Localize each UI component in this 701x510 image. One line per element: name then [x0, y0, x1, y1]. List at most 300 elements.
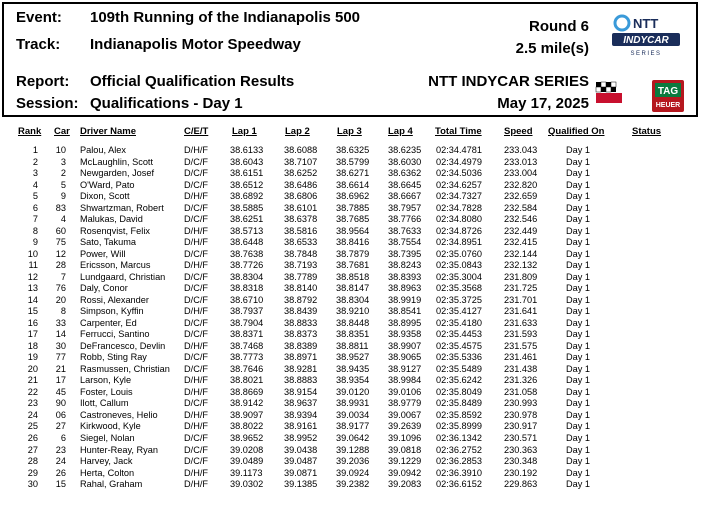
- cell-rank: 7: [32, 214, 38, 225]
- cell-qualified: Day 1: [566, 467, 591, 478]
- cell-total: 02:34.4979: [436, 156, 482, 167]
- cell-total: 02:36.2853: [436, 456, 482, 467]
- cell-driver: Rasmussen, Christian: [80, 363, 170, 374]
- cell-lap1: 38.7638: [230, 248, 264, 259]
- cell-cet: D/H/F: [184, 409, 208, 420]
- cell-cet: D/H/F: [184, 237, 208, 248]
- cell-speed: 230.192: [504, 467, 538, 478]
- event-name: 109th Running of the Indianapolis 500: [90, 9, 361, 26]
- cell-driver: Daly, Conor: [80, 283, 128, 294]
- cell-lap4: 38.6667: [388, 191, 422, 202]
- cell-total: 02:36.2752: [436, 444, 482, 455]
- col-lap4: Lap 4: [388, 126, 413, 137]
- tag-logo-text: TAG: [657, 86, 679, 97]
- cell-qualified: Day 1: [566, 433, 591, 443]
- cell-speed: 232.584: [504, 202, 538, 213]
- cell-driver: Ilott, Callum: [80, 398, 129, 409]
- cell-lap3: 38.7885: [336, 202, 370, 213]
- cell-total: 02:35.3725: [436, 294, 482, 305]
- cell-rank: 2: [32, 156, 38, 167]
- col-car: Car: [54, 126, 70, 137]
- cell-cet: D/H/F: [184, 260, 208, 271]
- cell-cet: D/C/F: [184, 444, 208, 455]
- cell-qualified: Day 1: [566, 386, 591, 397]
- cell-lap4: 38.9065: [388, 352, 422, 363]
- cell-speed: 231.725: [504, 283, 538, 294]
- cell-car: 33: [55, 317, 66, 328]
- cell-driver: Ericsson, Marcus: [80, 260, 151, 271]
- track-label: Track:: [16, 36, 61, 53]
- cell-speed: 231.575: [504, 340, 538, 351]
- cell-speed: 231.058: [504, 386, 538, 397]
- cell-lap1: 39.0208: [230, 444, 264, 455]
- cell-lap1: 38.9652: [230, 433, 264, 443]
- cell-lap4: 39.0942: [388, 467, 422, 478]
- table-row: [0, 456, 701, 468]
- cell-qualified: Day 1: [566, 214, 591, 225]
- cell-rank: 8: [32, 225, 38, 236]
- cell-lap2: 38.8140: [284, 283, 318, 294]
- cell-rank: 18: [27, 340, 38, 351]
- cell-total: 02:35.4127: [436, 306, 482, 317]
- cell-lap1: 38.5713: [230, 225, 264, 236]
- cell-lap2: 38.9394: [284, 409, 318, 420]
- cell-lap2: 38.5816: [284, 225, 318, 236]
- cell-lap2: 38.6088: [284, 145, 318, 155]
- cell-total: 02:34.4781: [436, 145, 482, 155]
- cell-lap2: 38.7193: [284, 260, 318, 271]
- cell-lap2: 39.0487: [284, 456, 318, 467]
- cell-driver: Rosenqvist, Felix: [80, 225, 150, 236]
- cell-cet: D/H/F: [184, 375, 208, 386]
- cell-rank: 28: [27, 456, 38, 467]
- cell-lap3: 38.8448: [336, 317, 370, 328]
- cell-lap4: 38.8393: [388, 271, 422, 282]
- cell-qualified: Day 1: [566, 409, 591, 420]
- cell-car: 77: [55, 352, 66, 363]
- cell-rank: 15: [27, 306, 38, 317]
- cell-lap1: 39.0302: [230, 479, 264, 490]
- cell-driver: DeFrancesco, Devlin: [80, 340, 166, 351]
- table-row: [0, 329, 701, 341]
- cell-lap4: 38.9358: [388, 329, 422, 340]
- cell-lap1: 38.6448: [230, 237, 264, 248]
- cell-speed: 229.863: [504, 479, 538, 490]
- cell-qualified: Day 1: [566, 168, 591, 179]
- table-row: [0, 214, 701, 226]
- cell-qualified: Day 1: [566, 145, 591, 155]
- cell-lap3: 38.6325: [336, 145, 370, 155]
- cell-qualified: Day 1: [566, 421, 591, 432]
- cell-lap2: 38.7789: [284, 271, 318, 282]
- cell-driver: Harvey, Jack: [80, 456, 133, 467]
- cell-lap3: 39.0120: [336, 386, 370, 397]
- cell-car: 8: [60, 306, 66, 317]
- cell-speed: 231.438: [504, 363, 538, 374]
- cell-cet: D/C/F: [184, 214, 208, 225]
- cell-lap1: 38.8669: [230, 386, 264, 397]
- table-row: [0, 341, 701, 353]
- cell-lap4: 38.6030: [388, 156, 422, 167]
- cell-lap2: 38.8971: [284, 352, 318, 363]
- cell-driver: Carpenter, Ed: [80, 317, 137, 328]
- cell-cet: D/C/F: [184, 317, 208, 328]
- cell-lap1: 38.6151: [230, 168, 264, 179]
- cell-car: 2: [60, 168, 66, 179]
- cell-car: 26: [55, 467, 66, 478]
- table-row: [0, 398, 701, 410]
- cell-cet: D/C/F: [184, 283, 208, 294]
- cell-car: 20: [55, 294, 66, 305]
- cell-cet: D/H/F: [184, 340, 208, 351]
- cell-lap2: 38.9637: [284, 398, 318, 409]
- cell-rank: 6: [32, 202, 38, 213]
- cell-lap3: 38.8518: [336, 271, 370, 282]
- cell-lap4: 39.2639: [388, 421, 422, 432]
- cell-lap3: 39.1288: [336, 444, 370, 455]
- cell-total: 02:34.7327: [436, 191, 482, 202]
- cell-total: 02:35.4453: [436, 329, 482, 340]
- cell-total: 02:35.8999: [436, 421, 482, 432]
- cell-lap3: 38.6271: [336, 168, 370, 179]
- cell-lap4: 38.7554: [388, 237, 422, 248]
- cell-lap3: 38.9210: [336, 306, 370, 317]
- cell-total: 02:35.0760: [436, 248, 482, 259]
- cell-rank: 10: [27, 248, 38, 259]
- cell-rank: 20: [27, 363, 38, 374]
- cell-lap4: 38.9779: [388, 398, 422, 409]
- col-total-time: Total Time: [435, 126, 482, 137]
- cell-lap1: 38.7937: [230, 306, 264, 317]
- cell-car: 83: [55, 202, 66, 213]
- cell-driver: Kirkwood, Kyle: [80, 421, 141, 432]
- cell-car: 3: [60, 156, 66, 167]
- cell-total: 02:35.8592: [436, 409, 482, 420]
- cell-qualified: Day 1: [566, 191, 591, 202]
- cell-rank: 5: [32, 191, 38, 202]
- cell-lap4: 39.1096: [388, 433, 422, 443]
- cell-qualified: Day 1: [566, 375, 591, 386]
- table-row: [0, 272, 701, 284]
- cell-total: 02:35.3568: [436, 283, 482, 294]
- cell-lap3: 38.7879: [336, 248, 370, 259]
- table-row: [0, 226, 701, 238]
- cell-driver: Foster, Louis: [80, 386, 133, 397]
- cell-qualified: Day 1: [566, 456, 591, 467]
- cell-lap4: 38.8963: [388, 283, 422, 294]
- cell-lap4: 39.0818: [388, 444, 422, 455]
- cell-cet: D/C/F: [184, 329, 208, 340]
- cell-lap2: 38.6252: [284, 168, 318, 179]
- cell-lap2: 38.6378: [284, 214, 318, 225]
- cell-lap1: 39.1173: [230, 467, 263, 478]
- cell-lap4: 39.0106: [388, 386, 422, 397]
- cell-car: 28: [55, 260, 66, 271]
- cell-speed: 232.546: [504, 214, 538, 225]
- cell-total: 02:34.8726: [436, 225, 482, 236]
- cell-speed: 233.043: [504, 145, 538, 155]
- cell-lap1: 38.6043: [230, 156, 264, 167]
- cell-lap1: 38.9097: [230, 409, 264, 420]
- cell-car: 75: [55, 237, 66, 248]
- cell-lap2: 38.6533: [284, 237, 318, 248]
- cell-lap3: 38.8811: [336, 340, 369, 351]
- cell-driver: Hunter-Reay, Ryan: [80, 444, 158, 455]
- cell-total: 02:35.8489: [436, 398, 482, 409]
- cell-qualified: Day 1: [566, 271, 591, 282]
- cell-total: 02:35.5336: [436, 352, 482, 363]
- cell-total: 02:35.4575: [436, 340, 482, 351]
- cell-rank: 13: [27, 283, 38, 294]
- cell-lap2: 38.8883: [284, 375, 318, 386]
- cell-lap2: 38.7848: [284, 248, 318, 259]
- cell-cet: D/C/F: [184, 271, 208, 282]
- cell-lap1: 38.6133: [230, 145, 264, 155]
- cell-rank: 9: [32, 237, 38, 248]
- ntt-indycar-logo: [608, 12, 684, 62]
- cell-lap2: 38.7107: [284, 156, 318, 167]
- cell-lap1: 38.6710: [230, 294, 264, 305]
- cell-lap4: 38.7395: [388, 248, 422, 259]
- table-row: [0, 203, 701, 215]
- cell-lap4: 39.0067: [388, 409, 422, 420]
- col-lap2: Lap 2: [285, 126, 310, 137]
- cell-speed: 231.809: [504, 271, 538, 282]
- cell-total: 02:36.3910: [436, 467, 482, 478]
- cell-total: 02:35.0843: [436, 260, 482, 271]
- cell-lap4: 38.8995: [388, 317, 422, 328]
- cell-rank: 22: [27, 386, 38, 397]
- cell-lap3: 38.6614: [336, 179, 370, 190]
- table-row: [0, 237, 701, 249]
- cell-speed: 231.593: [504, 329, 538, 340]
- cell-driver: Herta, Colton: [80, 467, 135, 478]
- tag-heuer-logo: [652, 80, 684, 112]
- cell-rank: 11: [28, 260, 38, 271]
- cell-qualified: Day 1: [566, 317, 591, 328]
- col-driver: Driver Name: [80, 126, 136, 137]
- cell-qualified: Day 1: [566, 329, 591, 340]
- cell-speed: 230.348: [504, 456, 538, 467]
- cell-rank: 3: [32, 168, 38, 179]
- cell-driver: Siegel, Nolan: [80, 433, 135, 443]
- col-qualified-on: Qualified On: [548, 126, 605, 137]
- cell-cet: D/C/F: [184, 456, 208, 467]
- cell-lap1: 38.8022: [230, 421, 264, 432]
- indycar-logo-text: INDYCAR: [623, 35, 669, 46]
- cell-lap2: 39.0438: [284, 444, 318, 455]
- cell-lap4: 38.8243: [388, 260, 422, 271]
- cell-lap3: 38.9564: [336, 225, 370, 236]
- cell-total: 02:35.4180: [436, 317, 482, 328]
- cell-lap1: 38.7904: [230, 317, 264, 328]
- cell-speed: 232.820: [504, 179, 538, 190]
- cell-cet: D/H/F: [184, 421, 208, 432]
- cell-cet: D/H/F: [184, 467, 208, 478]
- session-name: Qualifications - Day 1: [90, 95, 243, 112]
- cell-speed: 232.415: [504, 237, 538, 248]
- cell-lap3: 38.9931: [336, 398, 370, 409]
- cell-lap4: 38.6362: [388, 168, 422, 179]
- cell-lap3: 39.0034: [336, 409, 370, 420]
- table-row: [0, 433, 701, 445]
- cell-qualified: Day 1: [566, 202, 591, 213]
- cell-lap2: 38.8439: [284, 306, 318, 317]
- cell-total: 02:35.3004: [436, 271, 482, 282]
- cell-driver: Rahal, Graham: [80, 479, 143, 490]
- cell-speed: 231.633: [504, 317, 538, 328]
- cell-lap2: 38.6101: [284, 202, 318, 213]
- table-row: [0, 410, 701, 422]
- cell-lap2: 38.8389: [284, 340, 318, 351]
- cell-lap1: 38.9142: [230, 398, 264, 409]
- cell-speed: 232.144: [504, 248, 538, 259]
- cell-total: 02:36.6152: [436, 479, 482, 490]
- cell-total: 02:34.8951: [436, 237, 482, 248]
- cell-qualified: Day 1: [566, 248, 591, 259]
- cell-speed: 230.917: [504, 421, 538, 432]
- cell-qualified: Day 1: [566, 306, 591, 317]
- table-row: [0, 375, 701, 387]
- cell-rank: 14: [27, 294, 38, 305]
- col-status: Status: [632, 126, 662, 137]
- cell-lap2: 38.8833: [284, 317, 318, 328]
- cell-rank: 12: [27, 271, 38, 282]
- track-name: Indianapolis Motor Speedway: [90, 36, 301, 53]
- cell-lap3: 39.2036: [336, 456, 370, 467]
- cell-total: 02:34.7828: [436, 202, 482, 213]
- cell-car: 9: [60, 191, 66, 202]
- cell-car: 6: [60, 433, 66, 443]
- cell-lap3: 39.0642: [336, 433, 370, 443]
- cell-car: 24: [55, 456, 66, 467]
- cell-total: 02:35.5489: [436, 363, 482, 374]
- cell-lap4: 38.9907: [388, 340, 422, 351]
- table-row: [0, 352, 701, 364]
- cell-lap3: 38.8351: [336, 329, 370, 340]
- cell-qualified: Day 1: [566, 294, 591, 305]
- session-label: Session:: [16, 95, 79, 112]
- cell-driver: Robb, Sting Ray: [80, 352, 147, 363]
- cell-lap1: 38.8318: [230, 283, 264, 294]
- track-distance: 2.5 mile(s): [515, 40, 589, 57]
- table-row: [0, 191, 701, 203]
- cell-driver: Malukas, David: [80, 214, 143, 225]
- event-label: Event:: [16, 9, 62, 26]
- cell-car: 5: [60, 179, 66, 190]
- cell-rank: 27: [27, 444, 38, 455]
- table-row: [0, 157, 701, 169]
- cell-lap1: 39.0489: [230, 456, 264, 467]
- cell-speed: 233.004: [504, 168, 538, 179]
- cell-car: 90: [55, 398, 66, 409]
- cell-lap3: 38.8304: [336, 294, 370, 305]
- table-row: [0, 180, 701, 192]
- cell-car: 60: [55, 225, 66, 236]
- cell-speed: 230.978: [504, 409, 538, 420]
- cell-cet: D/C/F: [184, 156, 208, 167]
- report-name: Official Qualification Results: [90, 73, 295, 90]
- cell-speed: 233.013: [504, 156, 538, 167]
- cell-qualified: Day 1: [566, 225, 591, 236]
- cell-driver: Rossi, Alexander: [80, 294, 149, 305]
- cell-cet: D/H/F: [184, 306, 208, 317]
- cell-driver: Shwartzman, Robert: [80, 202, 164, 213]
- cell-driver: Simpson, Kyffin: [80, 306, 144, 317]
- cell-driver: Lundgaard, Christian: [80, 271, 166, 282]
- ntt-logo-text: NTT: [633, 16, 659, 31]
- table-row: [0, 295, 701, 307]
- col-speed: Speed: [504, 126, 533, 137]
- cell-rank: 17: [27, 329, 38, 340]
- cell-rank: 21: [27, 375, 38, 386]
- cell-lap3: 38.9435: [336, 363, 370, 374]
- cell-driver: Larson, Kyle: [80, 375, 132, 386]
- col-lap3: Lap 3: [337, 126, 362, 137]
- cell-total: 02:35.8049: [436, 386, 482, 397]
- cell-driver: Dixon, Scott: [80, 191, 130, 202]
- cell-driver: Palou, Alex: [80, 145, 126, 155]
- table-row: [0, 168, 701, 180]
- cell-lap4: 38.6235: [388, 145, 422, 155]
- cell-lap2: 38.6806: [284, 191, 318, 202]
- cell-rank: 30: [27, 479, 38, 490]
- cell-qualified: Day 1: [566, 444, 591, 455]
- cell-lap2: 39.1385: [284, 479, 318, 490]
- table-row: [0, 387, 701, 399]
- cell-rank: 25: [27, 421, 38, 432]
- cell-qualified: Day 1: [566, 237, 591, 248]
- cell-lap2: 38.8373: [284, 329, 318, 340]
- cell-cet: D/C/F: [184, 433, 208, 443]
- cell-lap1: 38.6512: [230, 179, 264, 190]
- cell-speed: 232.449: [504, 225, 538, 236]
- cell-speed: 230.993: [504, 398, 538, 409]
- cell-lap1: 38.7646: [230, 363, 264, 374]
- cell-lap4: 38.7633: [388, 225, 422, 236]
- cell-rank: 4: [32, 179, 38, 190]
- session-date: May 17, 2025: [497, 95, 589, 112]
- cell-qualified: Day 1: [566, 352, 591, 363]
- cell-lap3: 38.5799: [336, 156, 370, 167]
- cell-lap3: 39.2382: [336, 479, 370, 490]
- cell-cet: D/C/F: [184, 202, 208, 213]
- cell-car: 30: [55, 340, 66, 351]
- cell-speed: 231.326: [504, 375, 538, 386]
- cell-car: 06: [55, 409, 66, 420]
- table-row: [0, 306, 701, 318]
- cell-lap4: 38.6645: [388, 179, 422, 190]
- cell-cet: D/C/F: [184, 363, 208, 374]
- cell-qualified: Day 1: [566, 340, 591, 351]
- cell-car: 45: [55, 386, 66, 397]
- cell-lap3: 38.6962: [336, 191, 370, 202]
- cell-lap4: 38.7957: [388, 202, 422, 213]
- cell-driver: O'Ward, Pato: [80, 179, 135, 190]
- cell-car: 17: [55, 375, 66, 386]
- cell-lap3: 38.9354: [336, 375, 370, 386]
- cell-lap3: 38.8147: [336, 283, 370, 294]
- series-name: NTT INDYCAR SERIES: [428, 73, 589, 90]
- cell-qualified: Day 1: [566, 179, 591, 190]
- cell-cet: D/H/F: [184, 386, 208, 397]
- cell-lap1: 38.6251: [230, 214, 264, 225]
- cell-car: 4: [60, 214, 66, 225]
- table-row: [0, 468, 701, 480]
- cell-driver: Ferrucci, Santino: [80, 329, 150, 340]
- cell-cet: D/C/F: [184, 294, 208, 305]
- table-row: [0, 249, 701, 261]
